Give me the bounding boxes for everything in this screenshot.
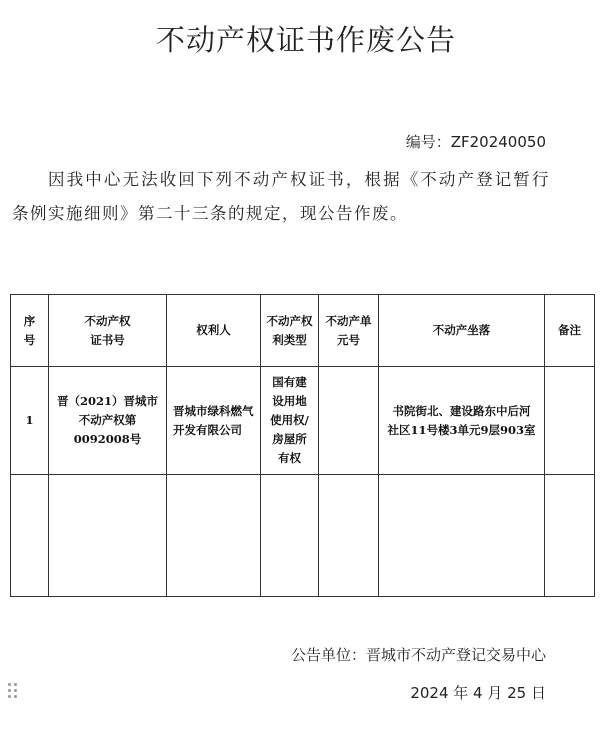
- header-holder: 权利人: [167, 295, 261, 367]
- announcement-body: 因我中心无法收回下列不动产权证书，根据《不动产登记暂行条例实施细则》第二十三条的规定，现公告作废。: [12, 170, 550, 223]
- cell-empty: [11, 475, 49, 597]
- cell-right-type: 国有建设用地使用权/房屋所有权: [261, 367, 319, 475]
- issue-date: 2024 年 4 月 25 日: [410, 684, 546, 702]
- cell-empty: [319, 475, 379, 597]
- page-title: 不动产权证书作废公告: [155, 23, 456, 57]
- certificate-table: [10, 294, 595, 597]
- table-row: [11, 367, 595, 475]
- header-seq: 序号: [11, 295, 49, 367]
- issuing-unit: 公告单位：晋城市不动产登记交易中心: [290, 646, 546, 664]
- cell-holder: 晋城市绿科燃气开发有限公司: [167, 367, 261, 475]
- cell-empty: [545, 475, 595, 597]
- cell-empty: [49, 475, 167, 597]
- header-unit-no: 不动产单元号: [319, 295, 379, 367]
- cell-empty: [167, 475, 261, 597]
- header-right-type: 不动产权利类型: [261, 295, 319, 367]
- table-row-empty: [11, 475, 595, 597]
- table-header-row: [11, 295, 595, 367]
- document-number: 编号：ZF20240050: [405, 133, 546, 151]
- cell-empty: [379, 475, 545, 597]
- header-cert-no: 不动产权证书号: [49, 295, 167, 367]
- cell-empty: [261, 475, 319, 597]
- cell-seq: 1: [11, 367, 49, 475]
- cell-cert-no: 晋（2021）晋城市不动产权第0092008号: [49, 367, 167, 475]
- header-location: 不动产坐落: [379, 295, 545, 367]
- drag-handle-icon[interactable]: [8, 683, 18, 699]
- cell-remark: [545, 367, 595, 475]
- header-remark: 备注: [545, 295, 595, 367]
- cell-location: 书院街北、建设路东中后河社区11号楼3单元9层903室: [379, 367, 545, 475]
- cell-unit-no: [319, 367, 379, 475]
